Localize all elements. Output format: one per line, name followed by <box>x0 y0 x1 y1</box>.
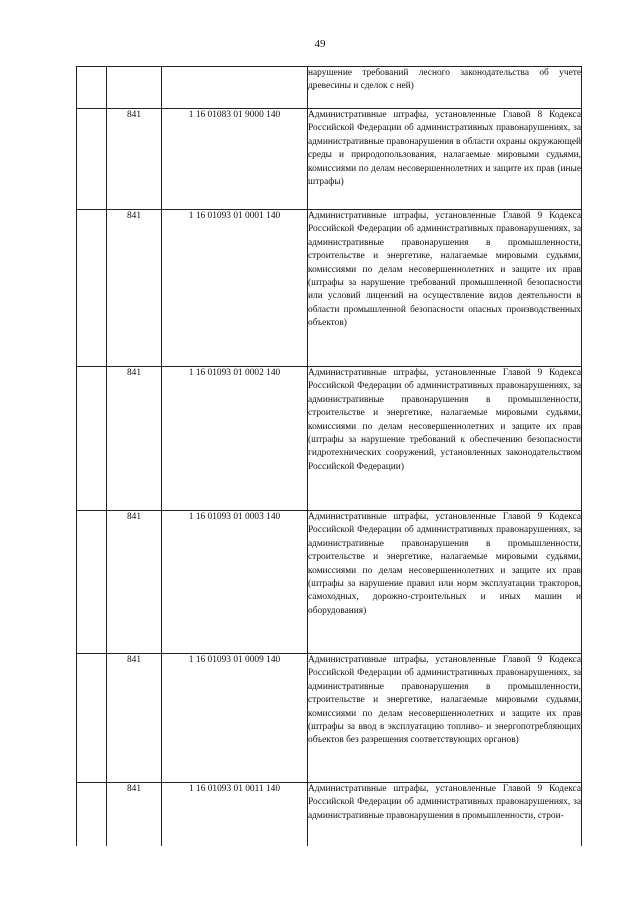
table-row <box>77 210 582 367</box>
admin-code-cell: 841 <box>107 511 162 654</box>
kbk-code-cell <box>162 67 308 109</box>
kbk-code-cell: 1 16 01093 01 0001 140 <box>162 210 308 367</box>
blank-cell <box>77 67 107 109</box>
admin-code-cell: 841 <box>107 367 162 511</box>
blank-cell <box>77 210 107 367</box>
description-cell: Административные штрафы, установленные Главой 9 Кодекса Российской Федерации об административных правонарушениях, за административные правонарушения в промышленности, строительстве и энергетике, налагаемые мировыми судьями, комиссиями по делам несовершеннолетних и защите их прав (штрафы за ввод в эксплуатацию топливо- и энергопотребляющих объектов без разрешения соответствующих органов) <box>308 654 582 783</box>
description-cell: Административные штрафы, установленные Главой 8 Кодекса Российской Федерации об административных правонарушениях, за административные правонарушения в области охраны окружающей среды и природопользования, налагаемые мировыми судьями, комиссиями по делам несовершеннолетних и защите их прав (иные штрафы) <box>308 109 582 210</box>
page-number: 49 <box>314 38 326 50</box>
blank-cell <box>77 654 107 783</box>
blank-cell <box>77 109 107 210</box>
table-row <box>77 367 582 511</box>
blank-cell <box>77 783 107 846</box>
table-row <box>77 783 582 846</box>
kbk-code-cell: 1 16 01093 01 0011 140 <box>162 783 308 846</box>
kbk-code-cell: 1 16 01093 01 0003 140 <box>162 511 308 654</box>
blank-cell <box>77 367 107 511</box>
blank-cell <box>77 511 107 654</box>
admin-code-cell: 841 <box>107 654 162 783</box>
admin-code-cell: 841 <box>107 210 162 367</box>
kbk-code-cell: 1 16 01093 01 0009 140 <box>162 654 308 783</box>
description-cell: Административные штрафы, установленные Главой 9 Кодекса Российской Федерации об административных правонарушениях, за административные правонарушения в промышленности, строи- <box>308 783 582 846</box>
kbk-code-cell: 1 16 01093 01 0002 140 <box>162 367 308 511</box>
budget-classification-table <box>76 66 582 846</box>
kbk-code-cell: 1 16 01083 01 9000 140 <box>162 109 308 210</box>
table-row <box>77 67 582 109</box>
table-row <box>77 654 582 783</box>
admin-code-cell: 841 <box>107 783 162 846</box>
description-cell: Административные штрафы, установленные Главой 9 Кодекса Российской Федерации об административных правонарушениях, за административные правонарушения в промышленности, строительстве и энергетике, налагаемые мировыми судьями, комиссиями по делам несовершеннолетних и защите их прав (штрафы за нарушение правил или норм эксплуатации тракторов, самоходных, дорожно-строительных и иных машин и оборудования) <box>308 511 582 654</box>
description-cell: Административные штрафы, установленные Главой 9 Кодекса Российской Федерации об административных правонарушениях, за административные правонарушения в промышленности, строительстве и энергетике, налагаемые мировыми судьями, комиссиями по делам несовершеннолетних и защите их прав (штрафы за нарушение требований промышленной безопасности или условий лицензий на осуществление видов деятельности в области промышленной безопасности опасных производственных объектов) <box>308 210 582 367</box>
table-row <box>77 511 582 654</box>
admin-code-cell <box>107 67 162 109</box>
description-cell: нарушение требований лесного законодательства об учете древесины и сделок с ней) <box>308 67 582 109</box>
table-row <box>77 109 582 210</box>
description-cell: Административные штрафы, установленные Главой 9 Кодекса Российской Федерации об административных правонарушениях, за административные правонарушения в промышленности, строительстве и энергетике, налагаемые мировыми судьями, комиссиями по делам несовершеннолетних и защите их прав (штрафы за нарушение требований к обеспечению безопасности гидротехнических сооружений, установленных законодательством Российской Федерации) <box>308 367 582 511</box>
admin-code-cell: 841 <box>107 109 162 210</box>
